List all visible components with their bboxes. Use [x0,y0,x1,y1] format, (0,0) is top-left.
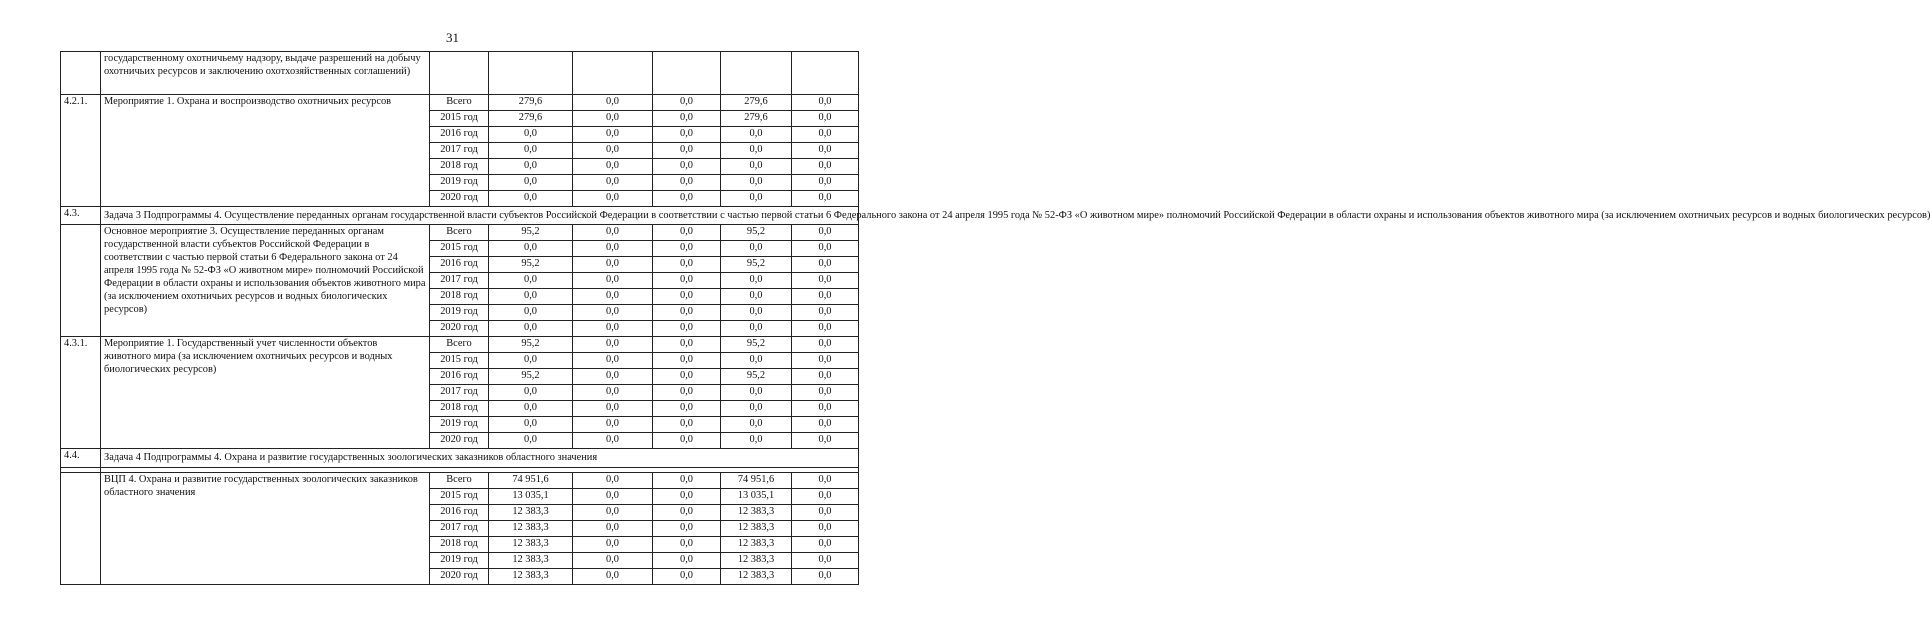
data-row [61,225,859,241]
value-cell: 0,0 [573,569,653,585]
value-cell: 0,0 [489,241,573,257]
value-cell: 0,0 [573,241,653,257]
year-cell: 2016 год [430,257,489,273]
task-row [61,449,859,468]
value-cell: 0,0 [653,337,721,353]
year-cell: 2020 год [430,191,489,207]
value-cell: 0,0 [573,143,653,159]
value-cell: 0,0 [489,385,573,401]
value-cell: 0,0 [653,143,721,159]
value-cell: 279,6 [489,95,573,111]
value-cell: 0,0 [489,127,573,143]
value-cell: 13 035,1 [489,489,573,505]
value-cell: 0,0 [792,305,859,321]
value-cell: 12 383,3 [489,505,573,521]
year-cell: Всего [430,95,489,111]
year-cell: 2020 год [430,321,489,337]
year-cell: Всего [430,337,489,353]
value-cell: 0,0 [489,273,573,289]
task-number: 4.4. [61,449,101,468]
value-cell: 0,0 [792,433,859,449]
value-cell: 0,0 [653,521,721,537]
row-number: 4.3.1. [61,337,101,449]
value-cell: 0,0 [792,521,859,537]
task-text: Задача 4 Подпрограммы 4. Охрана и развитие государственных зоологических заказников областного значения [101,449,859,468]
value-cell: 74 951,6 [721,473,792,489]
value-cell: 0,0 [792,111,859,127]
value-cell: 0,0 [653,489,721,505]
value-cell: 0,0 [721,143,792,159]
value-cell: 0,0 [573,385,653,401]
value-cell: 0,0 [721,321,792,337]
value-cell: 0,0 [792,473,859,489]
value-cell: 0,0 [792,257,859,273]
year-cell: 2018 год [430,159,489,175]
data-row [61,473,859,489]
budget-table [60,51,1930,585]
empty-cell [653,52,721,95]
value-cell: 0,0 [653,159,721,175]
value-cell: 0,0 [573,273,653,289]
value-cell: 0,0 [653,353,721,369]
value-cell: 0,0 [573,473,653,489]
year-cell: Всего [430,473,489,489]
year-cell: 2019 год [430,417,489,433]
value-cell: 0,0 [721,127,792,143]
value-cell: 0,0 [489,305,573,321]
value-cell: 0,0 [573,489,653,505]
value-cell: 0,0 [792,225,859,241]
value-cell: 0,0 [721,385,792,401]
value-cell: 0,0 [792,401,859,417]
item-name: государственному охотничьему надзору, выдаче разрешений на добычу охотничьих ресурсов и заключению охотхозяйственных соглашений) [101,52,430,95]
value-cell: 12 383,3 [489,521,573,537]
value-cell: 0,0 [573,127,653,143]
year-cell: 2015 год [430,241,489,257]
value-cell: 279,6 [721,95,792,111]
value-cell: 0,0 [653,225,721,241]
value-cell: 0,0 [792,321,859,337]
year-cell: 2020 год [430,433,489,449]
value-cell: 0,0 [653,473,721,489]
value-cell: 0,0 [792,417,859,433]
value-cell: 0,0 [653,175,721,191]
value-cell: 0,0 [792,369,859,385]
value-cell: 0,0 [653,321,721,337]
value-cell: 0,0 [573,401,653,417]
empty-cell [792,52,859,95]
year-cell: 2017 год [430,143,489,159]
page-number: 31 [446,30,459,45]
year-cell: 2015 год [430,353,489,369]
value-cell: 0,0 [573,321,653,337]
task-row [61,207,859,225]
value-cell: 0,0 [573,159,653,175]
value-cell: 0,0 [653,289,721,305]
value-cell: 0,0 [792,159,859,175]
value-cell: 95,2 [721,225,792,241]
item-name: Основное мероприятие 3. Осуществление переданных органам государственной власти субъектов Российской Федерации в соответствии с частью первой статьи 6 Федерального закона от 24 апреля 1995 года № 52-ФЗ «О животном мире» полномочий Российской Федерации в области охраны и использования объектов животного мира (за исключением охотничьих ресурсов и водных биологических ресурсов) [101,225,430,337]
continuation-row [61,52,859,95]
value-cell: 0,0 [489,433,573,449]
data-row [61,95,859,111]
value-cell: 12 383,3 [489,553,573,569]
value-cell: 0,0 [573,225,653,241]
year-cell: 2019 год [430,553,489,569]
item-name: Мероприятие 1. Охрана и воспроизводство охотничьих ресурсов [101,95,430,207]
task-number: 4.3. [61,207,101,225]
value-cell: 0,0 [653,257,721,273]
value-cell: 95,2 [721,337,792,353]
value-cell: 0,0 [792,537,859,553]
empty-cell [721,52,792,95]
value-cell: 0,0 [653,505,721,521]
task-text: Задача 3 Подпрограммы 4. Осуществление переданных органам государственной власти субъектов Российской Федерации в соответствии с частью первой статьи 6 Федерального закона от 24 апреля 1995 года № 52-ФЗ «О животном мире» полномочий Российской Федерации в области охраны и использования объектов животного мира (за исключением охотничьих ресурсов и водных биологических ресурсов) [101,207,859,225]
value-cell: 0,0 [573,337,653,353]
year-cell: 2017 год [430,273,489,289]
value-cell: 12 383,3 [721,537,792,553]
value-cell: 279,6 [721,111,792,127]
value-cell: 279,6 [489,111,573,127]
value-cell: 0,0 [792,273,859,289]
value-cell: 0,0 [721,159,792,175]
empty-cell [573,52,653,95]
value-cell: 0,0 [792,569,859,585]
value-cell: 95,2 [721,369,792,385]
value-cell: 0,0 [489,191,573,207]
value-cell: 0,0 [792,337,859,353]
value-cell: 0,0 [653,537,721,553]
value-cell: 12 383,3 [721,521,792,537]
value-cell: 74 951,6 [489,473,573,489]
year-cell: 2018 год [430,401,489,417]
value-cell: 0,0 [489,353,573,369]
value-cell: 0,0 [721,417,792,433]
year-cell: 2015 год [430,489,489,505]
value-cell: 0,0 [653,401,721,417]
year-cell: 2017 год [430,385,489,401]
item-name: ВЦП 4. Охрана и развитие государственных зоологических заказников областного значения [101,473,430,585]
value-cell: 0,0 [489,289,573,305]
value-cell: 0,0 [721,191,792,207]
year-cell: 2016 год [430,369,489,385]
value-cell: 0,0 [653,385,721,401]
value-cell: 0,0 [792,175,859,191]
item-name: Мероприятие 1. Государственный учет численности объектов животного мира (за исключением охотничьих ресурсов и водных биологических ресурсов) [101,337,430,449]
value-cell: 0,0 [573,289,653,305]
value-cell: 0,0 [573,191,653,207]
value-cell: 95,2 [489,225,573,241]
value-cell: 0,0 [489,417,573,433]
value-cell: 0,0 [792,353,859,369]
value-cell: 0,0 [721,433,792,449]
value-cell: 0,0 [573,537,653,553]
value-cell: 12 383,3 [489,569,573,585]
value-cell: 0,0 [792,505,859,521]
value-cell: 0,0 [721,175,792,191]
value-cell: 0,0 [721,401,792,417]
row-number [61,225,101,337]
year-cell: 2017 год [430,521,489,537]
value-cell: 0,0 [489,143,573,159]
value-cell: 0,0 [792,95,859,111]
value-cell: 0,0 [792,191,859,207]
year-cell: 2018 год [430,289,489,305]
empty-cell [430,52,489,95]
value-cell: 0,0 [792,143,859,159]
value-cell: 0,0 [573,433,653,449]
row-number [61,473,101,585]
value-cell: 0,0 [792,127,859,143]
value-cell: 0,0 [721,353,792,369]
value-cell: 0,0 [573,305,653,321]
value-cell: 0,0 [653,241,721,257]
value-cell: 0,0 [653,127,721,143]
value-cell: 12 383,3 [721,505,792,521]
value-cell: 0,0 [489,159,573,175]
value-cell: 0,0 [489,175,573,191]
value-cell: 0,0 [653,111,721,127]
empty-cell [489,52,573,95]
value-cell: 0,0 [721,273,792,289]
value-cell: 0,0 [653,305,721,321]
year-cell: 2019 год [430,175,489,191]
value-cell: 12 383,3 [721,569,792,585]
value-cell: 0,0 [573,111,653,127]
year-cell: Всего [430,225,489,241]
value-cell: 0,0 [489,321,573,337]
value-cell: 0,0 [721,305,792,321]
data-row [61,337,859,353]
value-cell: 0,0 [653,95,721,111]
value-cell: 12 383,3 [489,537,573,553]
value-cell: 0,0 [792,489,859,505]
year-cell: 2020 год [430,569,489,585]
row-number: 4.2.1. [61,95,101,207]
value-cell: 95,2 [721,257,792,273]
value-cell: 0,0 [792,385,859,401]
value-cell: 0,0 [573,175,653,191]
value-cell: 12 383,3 [721,553,792,569]
year-cell: 2019 год [430,305,489,321]
year-cell: 2018 год [430,537,489,553]
value-cell: 95,2 [489,337,573,353]
value-cell: 0,0 [573,353,653,369]
value-cell: 0,0 [653,191,721,207]
value-cell: 0,0 [573,257,653,273]
value-cell: 0,0 [653,417,721,433]
year-cell: 2016 год [430,127,489,143]
value-cell: 0,0 [573,95,653,111]
year-cell: 2016 год [430,505,489,521]
value-cell: 0,0 [489,401,573,417]
value-cell: 0,0 [573,369,653,385]
value-cell: 0,0 [721,241,792,257]
value-cell: 0,0 [653,433,721,449]
value-cell: 95,2 [489,369,573,385]
value-cell: 0,0 [573,521,653,537]
value-cell: 0,0 [653,369,721,385]
year-cell: 2015 год [430,111,489,127]
value-cell: 95,2 [489,257,573,273]
value-cell: 0,0 [792,553,859,569]
value-cell: 0,0 [573,417,653,433]
value-cell: 0,0 [653,553,721,569]
value-cell: 0,0 [721,289,792,305]
value-cell: 0,0 [653,569,721,585]
value-cell: 0,0 [573,553,653,569]
value-cell: 0,0 [792,289,859,305]
value-cell: 0,0 [653,273,721,289]
value-cell: 0,0 [573,505,653,521]
value-cell: 13 035,1 [721,489,792,505]
row-number [61,52,101,95]
value-cell: 0,0 [792,241,859,257]
